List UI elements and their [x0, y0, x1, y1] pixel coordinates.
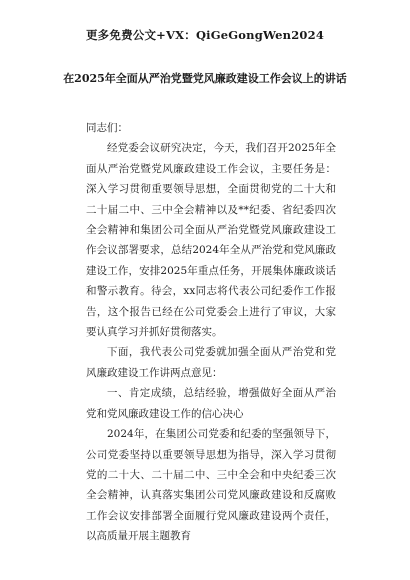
paragraph-2024-review: 2024年，在集团公司党委和纪委的坚强领导下，公司党委坚持以重要领导思想为指导，深入学习贯彻党的二十大、二十届二中、三中全会和中央纪委三次全会精神，认真落实集团公司党风廉政建设和反腐败工作会议安排部署全面履行党风廉政建设两个责任，以高质量开展主题教育	[86, 428, 336, 543]
salutation: 同志们：	[86, 122, 128, 134]
document-title: 在2025年全面从严治党暨党风廉政建设工作会议上的讲话	[63, 72, 347, 85]
section-heading-1: 一、肯定成绩，总结经验，增强做好全面从严治党和党风廉政建设工作的信心决心	[86, 387, 336, 420]
document-body	[86, 118, 336, 547]
paragraph-intro: 经党委会议研究决定，今天，我们召开2025年全面从严治党暨党风廉政建设工作会议，主要任务是：深入学习贯彻重要领导思想，全面贯彻党的二十大和二十届二中、三中全会精神以及**纪委、省纪委四次全会精神和集团公司全面从严治党暨党风廉政建设工作会议部署要求，总结2024年全从严治党和党风廉政建设工作，安排2025年重点任务，开展集体廉政谈话和警示教育。待会，xx同志将代表公司纪委作工作报告，这个报告已经在公司党委会上进行了审议，大家要认真学习并抓好贯彻落实。	[86, 142, 336, 339]
page-header-banner: 更多免费公文+VX：QiGeGongWen2024	[85, 28, 325, 42]
paragraph-transition: 下面，我代表公司党委就加强全面从严治党和党风廉政建设工作讲两点意见：	[86, 346, 336, 379]
